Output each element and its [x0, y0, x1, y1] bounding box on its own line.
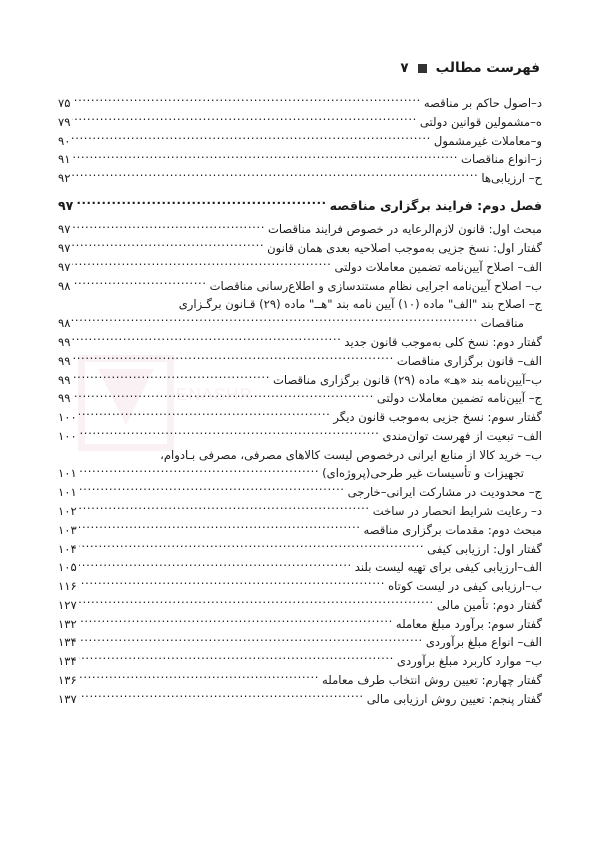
- square-bullet-icon: [418, 64, 427, 73]
- watermark-label: ENASHR: [176, 385, 253, 404]
- toc-entry-page: ۹۰: [58, 133, 71, 148]
- toc-entry[interactable]: [58, 239, 542, 258]
- toc-entry[interactable]: [58, 596, 542, 615]
- toc-entry[interactable]: [58, 427, 542, 446]
- toc-leader-dots: [72, 278, 206, 290]
- toc-entry[interactable]: [58, 502, 542, 521]
- toc-entry[interactable]: [58, 352, 542, 371]
- toc-leader-dots: [79, 579, 385, 591]
- page-header: [58, 60, 542, 76]
- toc-entry-page: ۷۹: [58, 114, 71, 129]
- toc-entry-label: ج– محدودیت در مشارکت ایرانی–خارجی: [347, 485, 542, 500]
- toc-entry-label: مبحث اول: قانون لازم‌الرعایه در خصوص فرایند مناقصات: [267, 222, 542, 237]
- toc-leader-dots: [79, 428, 380, 440]
- toc-entry[interactable]: [58, 408, 542, 427]
- toc-entry-label: گفتار دوم: نسخ کلی بەموجب قانون جدید: [344, 334, 542, 349]
- toc-entry-page: ۱۰۰: [58, 428, 77, 443]
- toc-entry-label: گفتار اول: ارزیابی کیفی: [427, 541, 542, 556]
- toc-entry-label: ب–آیین‌نامه بند «هـ» ماده (۲۹) قانون برگزاری مناقصات: [273, 372, 542, 387]
- toc-entry[interactable]: [58, 389, 542, 408]
- toc-entry[interactable]: [58, 577, 542, 596]
- toc-entry-page: ۱۳۲: [58, 616, 77, 631]
- toc-leader-dots: [72, 372, 270, 384]
- toc-leader-dots: [79, 503, 370, 515]
- toc-leader-dots: [79, 616, 393, 628]
- toc-entry-label: الف– اصلاح آیین‌نامه تضمین معاملات دولتی: [334, 259, 542, 274]
- toc-entry[interactable]: [58, 540, 542, 559]
- toc-entry-label: گفتار چهارم: تعیین روش انتخاب طرف معامله: [322, 673, 542, 688]
- toc-leader-dots: [72, 353, 393, 365]
- toc-entry-label: الف–ارزیابی کیفی برای تهیه لیست بلند: [354, 560, 542, 575]
- toc-entry-label: فصل دوم: فرایند برگزاری مناقصه: [329, 197, 542, 213]
- toc-entry[interactable]: [58, 169, 542, 188]
- toc-entry-page: ۷۵: [58, 96, 71, 110]
- toc-leader-dots: [79, 522, 361, 534]
- toc-entry-label: گفتار پنجم: تعیین روش ارزیابی مالی: [366, 691, 542, 706]
- toc-entry[interactable]: [58, 371, 542, 390]
- toc-entry-label: ج– اصلاح بند "الف" ماده (۱۰) آیین نامه بند "هــ" ماده (۲۹) قـانون برگـزاری: [178, 297, 542, 312]
- toc-leader-dots: [72, 152, 458, 164]
- toc-entry-label: گفتار اول: نسخ جزیی بەموجب اصلاحیه بعدی همان قانون: [267, 241, 542, 256]
- toc-leader-dots: [79, 672, 319, 684]
- toc-leader-dots: [71, 316, 477, 328]
- toc-entry-page: ۹۷: [58, 259, 71, 274]
- toc-entry-page: ۹۹: [58, 391, 71, 406]
- toc-entry-label: گفتار سوم: نسخ جزیی بەموجب قانون دیگر: [333, 410, 542, 425]
- toc-entry-label: الف– قانون برگزاری مناقصات: [396, 353, 542, 368]
- toc-entry-page: ۹۹: [58, 372, 71, 387]
- toc-entry[interactable]: [58, 558, 542, 577]
- toc-entry[interactable]: [58, 94, 542, 113]
- toc-entry-page: ۱۰۲: [58, 504, 77, 519]
- toc-entry-page: ۱۳۶: [58, 673, 77, 688]
- toc-entry-label: ب–ارزیابی کیفی در لیست کوتاه: [388, 579, 542, 594]
- toc-entry[interactable]: [58, 446, 542, 484]
- toc-entry-page: ۱۲۷: [58, 597, 77, 612]
- toc-leader-dots: [79, 654, 394, 666]
- toc-leader-dots: [72, 171, 478, 183]
- toc-entry-page: ۹۷: [58, 222, 71, 237]
- toc-entry-label: د– رعایت شرایط انحصار در ساخت: [372, 504, 542, 519]
- toc-entry[interactable]: [58, 521, 542, 540]
- toc-entry[interactable]: [58, 333, 542, 352]
- toc-leader-dots: [75, 198, 326, 210]
- toc-leader-dots: [79, 691, 364, 703]
- toc-entry[interactable]: [58, 220, 542, 239]
- toc-entry-label: ب– اصلاح آیین‌نامه اجرایی نظام مستندسازی و اطلاع‌رسانی مناقصات: [209, 278, 542, 293]
- toc-leader-dots: [79, 485, 345, 497]
- toc-leader-dots: [72, 391, 373, 403]
- toc-entry-label-continued: مناقصات: [480, 316, 524, 331]
- toc-entry-page: ۱۰۳: [58, 522, 77, 537]
- toc-entry-label: ح– ارزیابی‌ها: [481, 171, 542, 186]
- toc-entry-page: ۹۹: [58, 353, 71, 368]
- toc-leader-dots: [72, 222, 265, 234]
- toc-entry-page: ۹۹: [58, 334, 71, 349]
- toc-leader-dots: [72, 259, 331, 271]
- toc-leader-dots: [72, 95, 420, 107]
- toc-entry[interactable]: [58, 277, 542, 296]
- toc-entry[interactable]: [58, 671, 542, 690]
- toc-entry-label: الف– تبعیت از فهرست توان‌مندی: [382, 428, 542, 443]
- toc-entry-label: الف– انواع مبلغ برآوردی: [425, 635, 542, 650]
- toc-entry-page: ۹۷: [58, 241, 71, 256]
- toc-entry[interactable]: [58, 150, 542, 169]
- toc-entry[interactable]: [58, 113, 542, 132]
- toc-leader-dots: [72, 334, 341, 346]
- toc-entry-label: ز–انواع مناقصات: [461, 152, 542, 167]
- toc-entry-page: ۱۰۴: [58, 541, 77, 556]
- toc-entry-label: ب– خرید کالا از منابع ایرانی درخصوص لیست کالاهای مصرفی، مصرفی بـادوام،: [160, 447, 542, 462]
- toc-entry-label: گفتار دوم: تأمین مالی: [436, 597, 542, 612]
- toc-leader-dots: [79, 410, 331, 422]
- toc-leader-dots: [72, 240, 264, 252]
- toc-leader-dots: [79, 597, 434, 609]
- toc-entry-label: گفتار سوم: برآورد مبلغ معامله: [395, 616, 542, 631]
- toc-entry[interactable]: [58, 690, 542, 709]
- toc-entry-page: ۱۳۷: [58, 691, 77, 706]
- toc-entry-page: ۹۸: [58, 316, 71, 331]
- toc-entry[interactable]: [58, 652, 542, 671]
- toc-entry-page: ۱۳۴: [58, 654, 77, 669]
- toc-entry[interactable]: [58, 132, 542, 151]
- toc-entry[interactable]: [58, 295, 542, 333]
- toc-entry[interactable]: [58, 258, 542, 277]
- toc-entry-page: ۱۰۰: [58, 410, 77, 425]
- toc-leader-dots: [78, 466, 319, 478]
- toc-entry-page: ۱۰۱: [58, 466, 77, 481]
- toc-entry-label: ج– آیین‌نامە تضمین معاملات دولتی: [376, 391, 542, 406]
- toc-entry[interactable]: [58, 633, 542, 652]
- toc-leader-dots: [79, 560, 352, 572]
- header-page-number: ۷: [400, 60, 409, 76]
- toc-leader-dots: [72, 114, 416, 126]
- toc-entry-label: د–اصول حاکم بر مناقصه: [423, 96, 542, 110]
- toc-leader-dots: [79, 541, 424, 553]
- toc-entry-label-continued: تجهیزات و تأسیسات غیر طرحی(پروژەای): [322, 466, 524, 481]
- table-of-contents: [58, 94, 542, 709]
- toc-leader-dots: [72, 133, 430, 145]
- toc-entry[interactable]: [58, 483, 542, 502]
- toc-entry-page: ۱۱۶: [58, 579, 77, 594]
- toc-leader-dots: [79, 635, 423, 647]
- page-title: فهرست مطالب: [435, 60, 540, 76]
- toc-entry-chapter[interactable]: [58, 196, 542, 216]
- toc-entry-page: ۹۸: [58, 278, 71, 293]
- toc-entry-page: ۱۳۴: [58, 635, 77, 650]
- toc-entry-label: ه–مشمولین قوانین دولتی: [419, 114, 542, 129]
- toc-entry-page: ۹۷: [58, 197, 74, 213]
- toc-entry-label: و–معاملات غیرمشمول: [433, 133, 542, 148]
- toc-entry-label: ب– موارد کاربرد مبلغ برآوردی: [396, 654, 542, 669]
- toc-entry-page: ۱۰۵: [58, 560, 77, 575]
- toc-entry-page: ۱۰۱: [58, 485, 77, 500]
- toc-entry[interactable]: [58, 615, 542, 634]
- toc-entry-page: ۹۲: [58, 171, 71, 186]
- toc-entry-label: مبحث دوم: مقدمات برگزاری مناقصه: [363, 522, 542, 537]
- toc-entry-page: ۹۱: [58, 152, 71, 167]
